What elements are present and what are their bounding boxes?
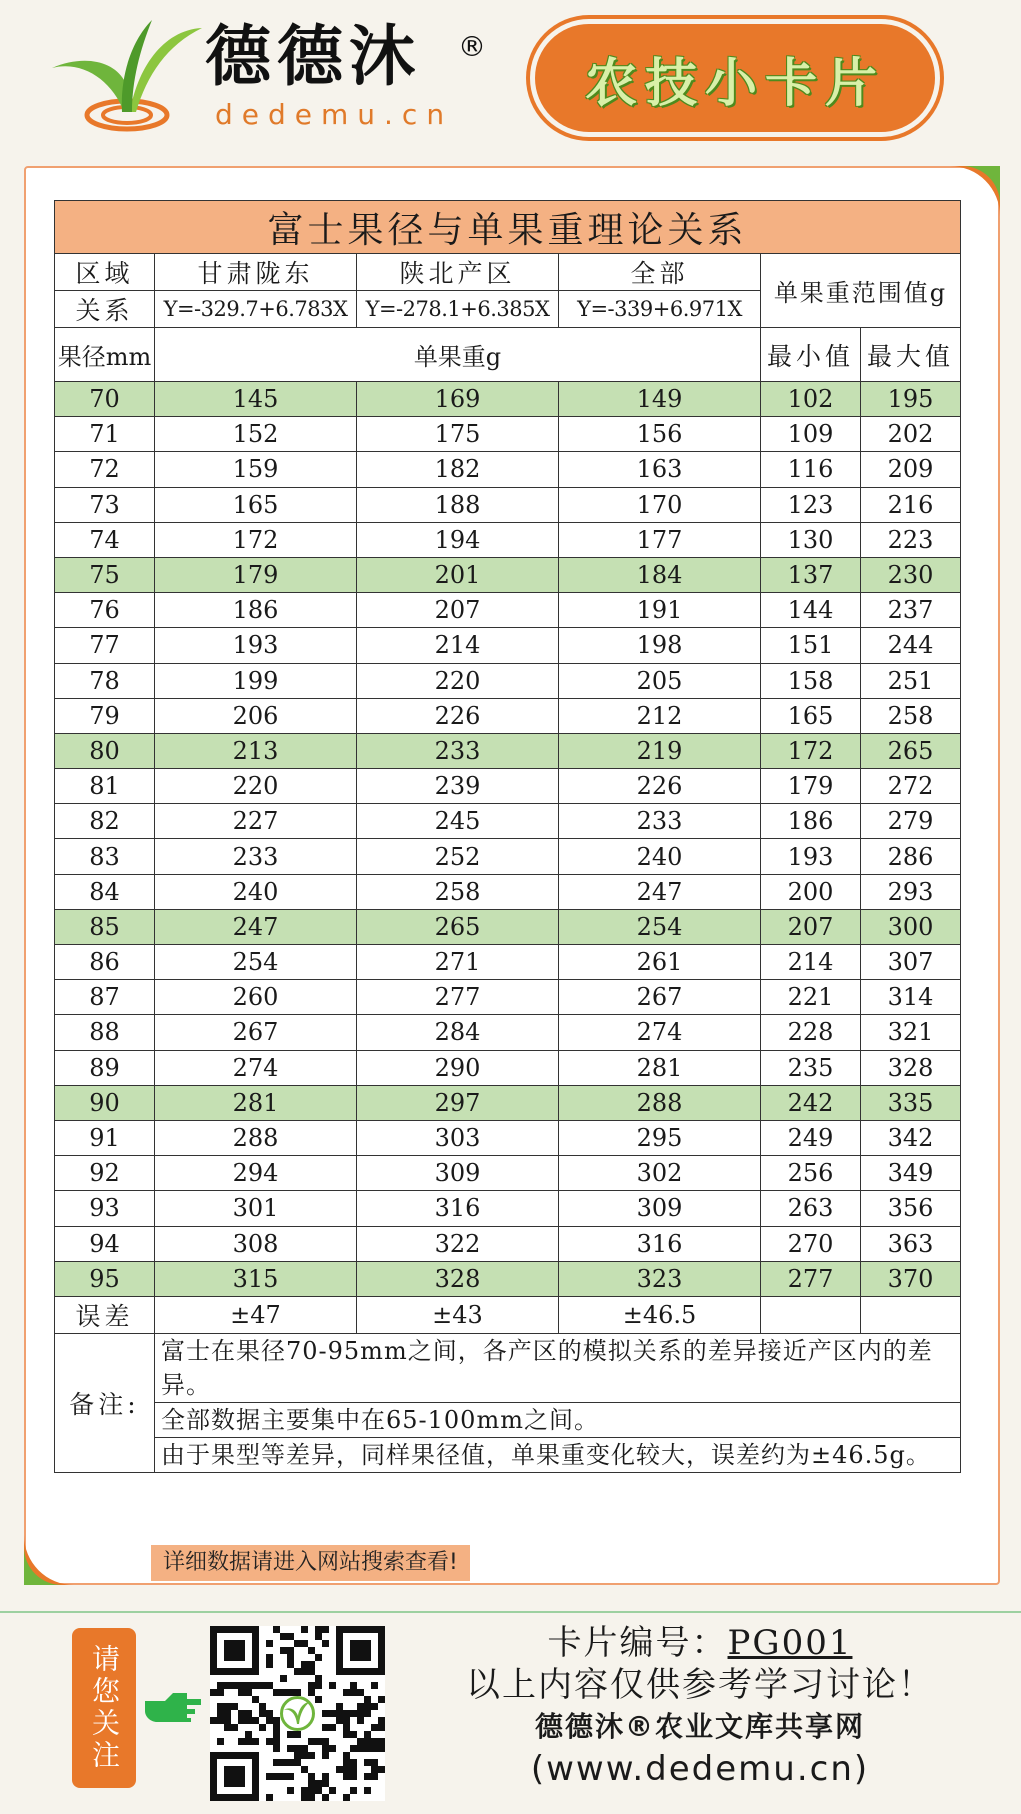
min-header: 最小值 bbox=[761, 328, 861, 382]
diameter-cell: 90 bbox=[55, 1085, 155, 1120]
weight-cell: 274 bbox=[155, 1050, 357, 1085]
weight-cell: 254 bbox=[559, 909, 761, 944]
weight-cell: 207 bbox=[357, 593, 559, 628]
min-cell: 263 bbox=[761, 1191, 861, 1226]
weight-cell: 233 bbox=[559, 804, 761, 839]
max-cell: 321 bbox=[861, 1015, 961, 1050]
weight-cell: 175 bbox=[357, 417, 559, 452]
follow-badge: 请您关注 bbox=[72, 1628, 136, 1788]
max-cell: 209 bbox=[861, 452, 961, 487]
max-cell: 370 bbox=[861, 1261, 961, 1296]
max-cell: 314 bbox=[861, 980, 961, 1015]
error-label: 误差 bbox=[55, 1296, 155, 1333]
weight-cell: 247 bbox=[559, 874, 761, 909]
weight-cell: 315 bbox=[155, 1261, 357, 1296]
diameter-cell: 78 bbox=[55, 663, 155, 698]
min-cell: 151 bbox=[761, 628, 861, 663]
min-cell: 102 bbox=[761, 382, 861, 417]
table-row bbox=[55, 557, 961, 592]
table-row bbox=[55, 1261, 961, 1296]
diameter-cell: 89 bbox=[55, 1050, 155, 1085]
weight-cell: 254 bbox=[155, 945, 357, 980]
weight-cell: 316 bbox=[559, 1226, 761, 1261]
corner-decoration-icon bbox=[24, 1535, 74, 1585]
weight-cell: 288 bbox=[559, 1085, 761, 1120]
weight-cell: 239 bbox=[357, 769, 559, 804]
weight-cell: 316 bbox=[357, 1191, 559, 1226]
diameter-cell: 73 bbox=[55, 487, 155, 522]
note-text: 全部数据主要集中在65-100mm之间。 bbox=[155, 1402, 961, 1437]
max-cell: 202 bbox=[861, 417, 961, 452]
weight-cell: 260 bbox=[155, 980, 357, 1015]
diameter-cell: 71 bbox=[55, 417, 155, 452]
weight-cell: 274 bbox=[559, 1015, 761, 1050]
max-cell: 293 bbox=[861, 874, 961, 909]
weight-header: 单果重g bbox=[155, 328, 761, 382]
table-row bbox=[55, 452, 961, 487]
max-cell: 251 bbox=[861, 663, 961, 698]
table-row bbox=[55, 1156, 961, 1191]
weight-cell: 271 bbox=[357, 945, 559, 980]
header bbox=[0, 0, 1021, 160]
min-cell: 207 bbox=[761, 909, 861, 944]
weight-cell: 191 bbox=[559, 593, 761, 628]
table-row bbox=[55, 1015, 961, 1050]
weight-cell: 184 bbox=[559, 557, 761, 592]
empty-cell bbox=[761, 1296, 861, 1333]
table-row bbox=[55, 909, 961, 944]
weight-cell: 297 bbox=[357, 1085, 559, 1120]
weight-cell: 220 bbox=[155, 769, 357, 804]
table-row bbox=[55, 1050, 961, 1085]
table-row bbox=[55, 698, 961, 733]
fruit-weight-table bbox=[54, 200, 961, 1473]
weight-cell: 177 bbox=[559, 522, 761, 557]
max-cell: 216 bbox=[861, 487, 961, 522]
weight-cell: 220 bbox=[357, 663, 559, 698]
empty-cell bbox=[861, 1296, 961, 1333]
max-cell: 335 bbox=[861, 1085, 961, 1120]
weight-cell: 267 bbox=[559, 980, 761, 1015]
weight-cell: 240 bbox=[155, 874, 357, 909]
min-cell: 214 bbox=[761, 945, 861, 980]
weight-cell: 226 bbox=[559, 769, 761, 804]
footer-text bbox=[400, 1622, 1000, 1790]
weight-cell: 145 bbox=[155, 382, 357, 417]
weight-cell: 295 bbox=[559, 1120, 761, 1155]
disclaimer: 以上内容仅供参考学习讨论！ bbox=[466, 1665, 934, 1705]
diameter-cell: 82 bbox=[55, 804, 155, 839]
weight-cell: 290 bbox=[357, 1050, 559, 1085]
table-row bbox=[55, 593, 961, 628]
diameter-cell: 81 bbox=[55, 769, 155, 804]
max-cell: 349 bbox=[861, 1156, 961, 1191]
weight-cell: 308 bbox=[155, 1226, 357, 1261]
max-cell: 195 bbox=[861, 382, 961, 417]
card-id-line bbox=[400, 1622, 1000, 1664]
table-row bbox=[55, 874, 961, 909]
table-row bbox=[55, 980, 961, 1015]
diameter-cell: 84 bbox=[55, 874, 155, 909]
max-cell: 300 bbox=[861, 909, 961, 944]
diameter-cell: 85 bbox=[55, 909, 155, 944]
weight-cell: 258 bbox=[357, 874, 559, 909]
diameter-cell: 75 bbox=[55, 557, 155, 592]
weight-cell: 265 bbox=[357, 909, 559, 944]
weight-cell: 309 bbox=[559, 1191, 761, 1226]
pointing-hand-icon bbox=[143, 1689, 203, 1725]
search-tip: 详细数据请进入网站搜索查看! bbox=[151, 1545, 470, 1581]
weight-cell: 214 bbox=[357, 628, 559, 663]
diameter-cell: 93 bbox=[55, 1191, 155, 1226]
max-cell: 307 bbox=[861, 945, 961, 980]
min-cell: 256 bbox=[761, 1156, 861, 1191]
table-row bbox=[55, 417, 961, 452]
formula-cell: Y=-278.1+6.385X bbox=[357, 291, 559, 328]
min-cell: 200 bbox=[761, 874, 861, 909]
registered-mark: ® bbox=[458, 30, 486, 63]
min-cell: 144 bbox=[761, 593, 861, 628]
weight-cell: 213 bbox=[155, 733, 357, 768]
min-cell: 277 bbox=[761, 1261, 861, 1296]
region-header: 甘肃陇东 bbox=[155, 254, 357, 291]
weight-cell: 156 bbox=[559, 417, 761, 452]
weight-cell: 205 bbox=[559, 663, 761, 698]
note-row bbox=[55, 1333, 961, 1402]
note-text: 由于果型等差异，同样果径值，单果重变化较大，误差约为±46.5g。 bbox=[155, 1438, 961, 1473]
region-label: 区域 bbox=[55, 254, 155, 291]
card-id-label: 卡片编号： bbox=[547, 1623, 728, 1663]
weight-cell: 245 bbox=[357, 804, 559, 839]
diameter-cell: 87 bbox=[55, 980, 155, 1015]
diameter-cell: 86 bbox=[55, 945, 155, 980]
footer-divider bbox=[0, 1611, 1021, 1613]
min-cell: 179 bbox=[761, 769, 861, 804]
weight-cell: 149 bbox=[559, 382, 761, 417]
max-cell: 230 bbox=[861, 557, 961, 592]
note-text: 富士在果径70-95mm之间，各产区的模拟关系的差异接近产区内的差异。 bbox=[155, 1333, 961, 1402]
min-cell: 249 bbox=[761, 1120, 861, 1155]
diameter-cell: 95 bbox=[55, 1261, 155, 1296]
weight-cell: 169 bbox=[357, 382, 559, 417]
diameter-header: 果径mm bbox=[55, 328, 155, 382]
weight-cell: 172 bbox=[155, 522, 357, 557]
brand-url: dedemu.cn bbox=[215, 98, 454, 131]
weight-cell: 288 bbox=[155, 1120, 357, 1155]
diameter-cell: 77 bbox=[55, 628, 155, 663]
qr-code-image bbox=[210, 1626, 385, 1801]
formula-cell: Y=-339+6.971X bbox=[559, 291, 761, 328]
max-cell: 258 bbox=[861, 698, 961, 733]
table-row bbox=[55, 769, 961, 804]
weight-cell: 159 bbox=[155, 452, 357, 487]
diameter-cell: 74 bbox=[55, 522, 155, 557]
max-cell: 237 bbox=[861, 593, 961, 628]
weight-cell: 206 bbox=[155, 698, 357, 733]
error-row bbox=[55, 1296, 961, 1333]
region-header: 陕北产区 bbox=[357, 254, 559, 291]
table-row bbox=[55, 522, 961, 557]
diameter-cell: 79 bbox=[55, 698, 155, 733]
weight-cell: 233 bbox=[357, 733, 559, 768]
table-row bbox=[55, 839, 961, 874]
table-row bbox=[55, 1085, 961, 1120]
min-cell: 137 bbox=[761, 557, 861, 592]
weight-cell: 294 bbox=[155, 1156, 357, 1191]
diameter-cell: 92 bbox=[55, 1156, 155, 1191]
card-id-value: PG001 bbox=[727, 1623, 853, 1663]
weight-cell: 212 bbox=[559, 698, 761, 733]
weight-cell: 227 bbox=[155, 804, 357, 839]
min-cell: 123 bbox=[761, 487, 861, 522]
weight-cell: 261 bbox=[559, 945, 761, 980]
header-badge-label: 农技小卡片 bbox=[584, 53, 885, 114]
table-row bbox=[55, 804, 961, 839]
max-cell: 279 bbox=[861, 804, 961, 839]
weight-cell: 193 bbox=[155, 628, 357, 663]
min-cell: 228 bbox=[761, 1015, 861, 1050]
error-cell: ±47 bbox=[155, 1296, 357, 1333]
error-cell: ±46.5 bbox=[559, 1296, 761, 1333]
min-cell: 221 bbox=[761, 980, 861, 1015]
table-row bbox=[55, 628, 961, 663]
region-header: 全部 bbox=[559, 254, 761, 291]
weight-cell: 188 bbox=[357, 487, 559, 522]
max-cell: 356 bbox=[861, 1191, 961, 1226]
table-row bbox=[55, 1191, 961, 1226]
diameter-cell: 76 bbox=[55, 593, 155, 628]
min-cell: 270 bbox=[761, 1226, 861, 1261]
max-cell: 223 bbox=[861, 522, 961, 557]
diameter-cell: 72 bbox=[55, 452, 155, 487]
range-header: 单果重范围值g bbox=[761, 254, 961, 328]
min-cell: 116 bbox=[761, 452, 861, 487]
diameter-cell: 91 bbox=[55, 1120, 155, 1155]
diameter-cell: 94 bbox=[55, 1226, 155, 1261]
site-name: 德德沐®农业文库共享网 bbox=[534, 1710, 865, 1743]
weight-cell: 201 bbox=[357, 557, 559, 592]
table-title: 富士果径与单果重理论关系 bbox=[55, 201, 961, 254]
table-row bbox=[55, 733, 961, 768]
weight-cell: 284 bbox=[357, 1015, 559, 1050]
table-row bbox=[55, 487, 961, 522]
brand-name: 德德沐 bbox=[205, 18, 421, 95]
weight-cell: 281 bbox=[559, 1050, 761, 1085]
weight-cell: 252 bbox=[357, 839, 559, 874]
weight-cell: 182 bbox=[357, 452, 559, 487]
min-cell: 193 bbox=[761, 839, 861, 874]
weight-cell: 240 bbox=[559, 839, 761, 874]
table-row bbox=[55, 663, 961, 698]
max-cell: 286 bbox=[861, 839, 961, 874]
max-cell: 363 bbox=[861, 1226, 961, 1261]
sprout-logo-icon bbox=[52, 20, 202, 140]
max-cell: 272 bbox=[861, 769, 961, 804]
min-cell: 235 bbox=[761, 1050, 861, 1085]
notes-label: 备注: bbox=[55, 1333, 155, 1472]
weight-cell: 302 bbox=[559, 1156, 761, 1191]
weight-cell: 163 bbox=[559, 452, 761, 487]
diameter-cell: 80 bbox=[55, 733, 155, 768]
weight-cell: 198 bbox=[559, 628, 761, 663]
weight-cell: 226 bbox=[357, 698, 559, 733]
note-row bbox=[55, 1402, 961, 1437]
max-header: 最大值 bbox=[861, 328, 961, 382]
diameter-cell: 88 bbox=[55, 1015, 155, 1050]
max-cell: 265 bbox=[861, 733, 961, 768]
min-cell: 172 bbox=[761, 733, 861, 768]
weight-cell: 219 bbox=[559, 733, 761, 768]
weight-cell: 281 bbox=[155, 1085, 357, 1120]
weight-cell: 170 bbox=[559, 487, 761, 522]
weight-cell: 199 bbox=[155, 663, 357, 698]
weight-cell: 328 bbox=[357, 1261, 559, 1296]
diameter-cell: 83 bbox=[55, 839, 155, 874]
weight-cell: 322 bbox=[357, 1226, 559, 1261]
weight-cell: 165 bbox=[155, 487, 357, 522]
site-url: (www.dedemu.cn) bbox=[530, 1749, 870, 1789]
table-row bbox=[55, 945, 961, 980]
max-cell: 244 bbox=[861, 628, 961, 663]
formula-cell: Y=-329.7+6.783X bbox=[155, 291, 357, 328]
weight-cell: 186 bbox=[155, 593, 357, 628]
min-cell: 158 bbox=[761, 663, 861, 698]
min-cell: 109 bbox=[761, 417, 861, 452]
min-cell: 165 bbox=[761, 698, 861, 733]
table-row bbox=[55, 1120, 961, 1155]
error-cell: ±43 bbox=[357, 1296, 559, 1333]
weight-cell: 309 bbox=[357, 1156, 559, 1191]
weight-cell: 303 bbox=[357, 1120, 559, 1155]
max-cell: 328 bbox=[861, 1050, 961, 1085]
weight-cell: 301 bbox=[155, 1191, 357, 1226]
weight-cell: 323 bbox=[559, 1261, 761, 1296]
weight-cell: 179 bbox=[155, 557, 357, 592]
table-row bbox=[55, 1226, 961, 1261]
min-cell: 242 bbox=[761, 1085, 861, 1120]
weight-cell: 233 bbox=[155, 839, 357, 874]
weight-cell: 194 bbox=[357, 522, 559, 557]
min-cell: 186 bbox=[761, 804, 861, 839]
table-row bbox=[55, 382, 961, 417]
weight-cell: 152 bbox=[155, 417, 357, 452]
min-cell: 130 bbox=[761, 522, 861, 557]
max-cell: 342 bbox=[861, 1120, 961, 1155]
note-row bbox=[55, 1438, 961, 1473]
weight-cell: 277 bbox=[357, 980, 559, 1015]
relation-label: 关系 bbox=[55, 291, 155, 328]
weight-cell: 267 bbox=[155, 1015, 357, 1050]
header-badge bbox=[535, 24, 935, 132]
weight-cell: 247 bbox=[155, 909, 357, 944]
diameter-cell: 70 bbox=[55, 382, 155, 417]
